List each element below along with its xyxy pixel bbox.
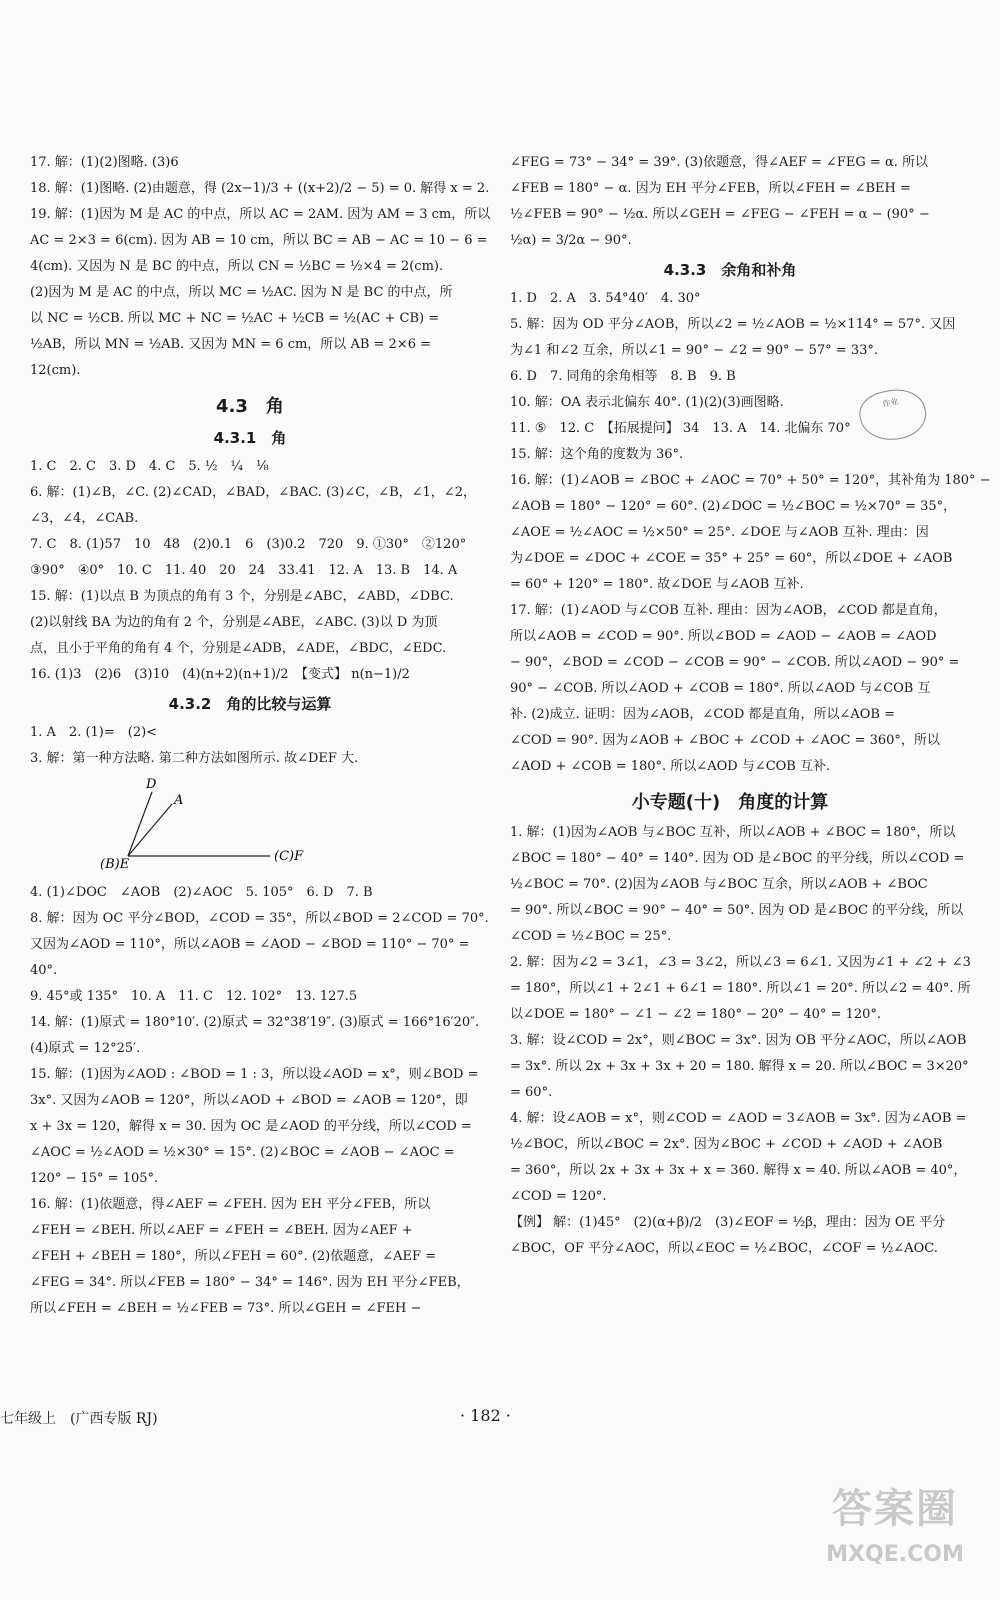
answer-line: 16. 解：(1)依题意，得∠AEF = ∠FEH. 因为 EH 平分∠FEB，所以: [30, 1197, 431, 1212]
answer-line: 为∠1 和∠2 互余，所以∠1 = 90° − ∠2 = 90° − 57° = 33°.: [510, 343, 879, 358]
answer-line: 17. 解：(1)∠AOD 与∠COB 互补. 理由：因为∠AOB，∠COD 都是直角，: [510, 603, 947, 618]
footer-grade-label: 七年级上 (广西专版 RJ): [0, 1411, 158, 1427]
answer-line: ∠COD = 120°.: [510, 1189, 607, 1204]
answer-line: = 90°. 所以∠BOC = 90° − 40° = 50°. 因为 OD 是∠BOC 的平分线，所以: [510, 903, 964, 918]
answer-line: (2)以射线 BA 为边的角有 2 个，分别是∠ABE，∠ABC. (3)以 D 为顶: [30, 615, 438, 630]
answer-line: 4(cm). 又因为 N 是 BC 的中点，所以 CN = ½BC = ½×4 = 2(cm).: [30, 259, 444, 274]
answer-line: ③90° ④0° 10. C 11. 40 20 24 33.41 12. A 13. B 14. A: [30, 563, 458, 578]
answer-line: ∠AOB = 180° − 120° = 60°. (2)∠DOC = ½∠BOC = ½×70° = 35°，: [510, 499, 957, 514]
answer-line: 1. 解：(1)因为∠AOB 与∠BOC 互补，所以∠AOB + ∠BOC = 180°，所以: [510, 825, 956, 840]
answer-line: 为∠DOE = ∠DOC + ∠COE = 35° + 25° = 60°，所以∠DOE + ∠AOB: [510, 551, 953, 566]
answer-line: 补. (2)成立. 证明：因为∠AOB，∠COD 都是直角，所以∠AOB =: [510, 707, 896, 722]
answer-line: ∠3，∠4，∠CAB.: [30, 511, 139, 526]
stamp-text: 作业: [881, 396, 900, 409]
answer-line: ½∠FEB = 90° − ½α. 所以∠GEH = ∠FEG − ∠FEH = α − (90° −: [510, 207, 930, 222]
figure-ray-2: [128, 792, 152, 856]
answer-line: 4. (1)∠DOC ∠AOB (2)∠AOC 5. 105° 6. D 7. B: [30, 885, 373, 900]
answer-line: 1. A 2. (1)= (2)<: [30, 725, 158, 740]
figure-ray-3: [128, 804, 172, 856]
answer-line: 【例】 解：(1)45° (2)(α+β)/2 (3)∠EOF = ½β，理由：因为 OE 平分: [510, 1215, 946, 1230]
answer-line: 40°.: [30, 963, 58, 978]
answer-line: 18. 解：(1)图略. (2)由题意，得 (2x−1)/3 + ((x+2)/2 − 5) = 0. 解得 x = 2.: [30, 181, 490, 196]
answer-line: ∠FEH = ∠BEH. 所以∠AEF = ∠FEH = ∠BEH. 因为∠AEF +: [30, 1223, 413, 1238]
answer-line: 所以∠AOB = ∠COD = 90°. 所以∠BOD = ∠AOD − ∠AOB = ∠AOD: [510, 629, 937, 644]
section-title: 4.3 角: [216, 396, 284, 417]
left-column: [30, 150, 491, 1322]
answer-line: ½∠BOC = 70°. (2)因为∠AOB 与∠BOC 互余，所以∠AOB + ∠BOC: [510, 877, 928, 892]
answer-line: 3. 解：第一种方法略. 第二种方法如图所示. 故∠DEF 大.: [30, 751, 359, 766]
subsection-title: 4.3.1 角: [213, 429, 287, 447]
answer-line: ∠FEH + ∠BEH = 180°，所以∠FEH = 60°. (2)依题意，∠AEF =: [30, 1249, 437, 1264]
answer-line: ½∠BOC，所以∠BOC = 2x°. 因为∠BOC + ∠COD + ∠AOD + ∠AOB: [510, 1137, 943, 1152]
watermark-main: 答案圈: [832, 1486, 958, 1532]
answer-line: = 360°，所以 2x + 3x + 3x + x = 360. 解得 x = 40. 所以∠AOB = 40°，: [510, 1163, 967, 1178]
subsection-title: 4.3.2 角的比较与运算: [168, 695, 332, 713]
answer-line: 2. 解：因为∠2 = 3∠1，∠3 = 3∠2，所以∠3 = 6∠1. 又因为∠1 + ∠2 + ∠3: [510, 955, 971, 970]
section-title: 小专题(十) 角度的计算: [631, 792, 829, 813]
answer-line: = 60°.: [510, 1085, 553, 1100]
right-column: [510, 150, 991, 1262]
answer-line: − 90°，∠BOD = ∠COD − ∠COB = 90° − ∠COB. 所以∠AOD − 90° =: [510, 655, 960, 670]
answer-line: 11. ⑤ 12. C 【拓展提问】 34 13. A 14. 北偏东 70°: [510, 421, 851, 436]
page-number: · 182 ·: [460, 1406, 511, 1425]
answer-line: ∠AOC = ½∠AOD = ½×30° = 15°. (2)∠BOC = ∠AOB − ∠AOC =: [30, 1145, 455, 1160]
answer-line: ∠FEG = 34°. 所以∠FEB = 180° − 34° = 146°. 因为 EH 平分∠FEB，: [30, 1275, 470, 1290]
answer-line: 1. C 2. C 3. D 4. C 5. ½ ¼ ⅛: [30, 459, 269, 474]
answer-line: 19. 解：(1)因为 M 是 AC 的中点，所以 AC = 2AM. 因为 AM = 3 cm，所以: [30, 207, 491, 222]
figure-label-d: D: [146, 777, 157, 792]
answer-line: 1. D 2. A 3. 54°40′ 4. 30°: [510, 291, 701, 306]
answer-line: ∠COD = 90°. 因为∠AOB + ∠BOC + ∠COD + ∠AOC = 360°，所以: [510, 733, 940, 748]
answer-line: 3x°. 又因为∠AOB = 120°，所以∠AOD + ∠BOD = ∠AOB = 120°，即: [30, 1093, 468, 1108]
answer-line: ∠COD = ½∠BOC = 25°.: [510, 929, 672, 944]
answer-line: 12(cm).: [30, 363, 81, 378]
answer-line: = 3x°. 所以 2x + 3x + 3x + 20 = 180. 解得 x = 20. 所以∠BOC = 3×20°: [510, 1059, 969, 1074]
answer-line: 14. 解：(1)原式 = 180°10′. (2)原式 = 32°38′19″. (3)原式 = 166°16′20″.: [30, 1015, 480, 1030]
answer-line: 以∠DOE = 180° − ∠1 − ∠2 = 180° − 20° − 40° = 120°.: [510, 1007, 882, 1022]
answer-line: ∠BOC，OF 平分∠AOC，所以∠EOC = ½∠BOC，∠COF = ½∠AOC.: [510, 1241, 938, 1256]
subsection-title: 4.3.3 余角和补角: [663, 261, 797, 279]
watermark-sub: MXQE.COM: [826, 1542, 964, 1567]
answer-line: 15. 解：(1)以点 B 为顶点的角有 3 个，分别是∠ABC，∠ABD，∠DBC.: [30, 589, 454, 604]
answer-line: 16. (1)3 (2)6 (3)10 (4)(n+2)(n+1)/2 【变式】 n(n−1)/2: [30, 667, 410, 682]
answer-line: ½α) = 3/2α − 90°.: [510, 233, 632, 248]
answer-line: ½AB，所以 MN = ½AB. 又因为 MN = 6 cm，所以 AB = 2×6 =: [30, 337, 432, 352]
answer-line: = 180°，所以∠1 + 2∠1 + 6∠1 = 180°. 所以∠1 = 20°. 所以∠2 = 40°. 所: [510, 981, 971, 996]
answer-line: 以 NC = ½CB. 所以 MC + NC = ½AC + ½CB = ½(AC + CB) =: [30, 311, 440, 326]
answer-line: ∠FEB = 180° − α. 因为 EH 平分∠FEB，所以∠FEH = ∠BEH =: [510, 181, 911, 196]
answer-line: 点，且小于平角的角有 4 个，分别是∠ADB，∠ADE，∠BDC，∠EDC.: [30, 641, 447, 656]
answer-line: 17. 解：(1)(2)图略. (3)6: [30, 155, 179, 170]
answer-line: 6. D 7. 同角的余角相等 8. B 9. B: [510, 369, 736, 384]
answer-line: 90° − ∠COB. 所以∠AOD + ∠COB = 180°. 所以∠AOD 与∠COB 互: [510, 681, 931, 696]
answer-line: x + 3x = 120，解得 x = 30. 因为 OC 是∠AOD 的平分线，所以∠COD =: [30, 1119, 472, 1134]
answer-line: (2)因为 M 是 AC 的中点，所以 MC = ½AC. 因为 N 是 BC 的中点，所: [30, 285, 453, 300]
answer-line: 5. 解：因为 OD 平分∠AOB，所以∠2 = ½∠AOB = ½×114° = 57°. 又因: [510, 317, 956, 332]
answer-line: ∠FEG = 73° − 34° = 39°. (3)依题意，得∠AEF = ∠FEG = α. 所以: [510, 155, 928, 170]
answer-line: 所以∠FEH = ∠BEH = ½∠FEB = 73°. 所以∠GEH = ∠FEH −: [30, 1301, 422, 1316]
answer-line: ∠AOE = ½∠AOC = ½×50° = 25°. ∠DOE 与∠AOB 互补. 理由：因: [510, 525, 929, 540]
answer-line: ∠BOC = 180° − 40° = 140°. 因为 OD 是∠BOC 的平分线，所以∠COD =: [510, 851, 965, 866]
figure-label-a: A: [174, 793, 184, 808]
answer-line: ∠AOD + ∠COB = 180°. 所以∠AOD 与∠COB 互补.: [510, 759, 831, 774]
answer-line: 又因为∠AOD = 110°，所以∠AOB = ∠AOD − ∠BOD = 110° − 70° =: [30, 937, 470, 952]
angle-figure: [90, 774, 304, 872]
answer-line: 16. 解：(1)∠AOB = ∠BOC + ∠AOC = 70° + 50° = 120°，其补角为 180° −: [510, 473, 991, 488]
answer-line: 15. 解：(1)因为∠AOD : ∠BOD = 1 : 3，所以设∠AOD = x°，则∠BOD =: [30, 1067, 479, 1082]
answer-line: 9. 45°或 135° 10. A 11. C 12. 102° 13. 127.5: [30, 989, 358, 1004]
answer-line: 4. 解：设∠AOB = x°，则∠COD = ∠AOD = 3∠AOB = 3x°. 因为∠AOB =: [510, 1111, 967, 1126]
answer-line: 8. 解：因为 OC 平分∠BOD，∠COD = 35°，所以∠BOD = 2∠COD = 70°.: [30, 911, 489, 926]
answer-line: 15. 解：这个角的度数为 36°.: [510, 447, 684, 462]
answer-line: 10. 解：OA 表示北偏东 40°. (1)(2)(3)画图略.: [510, 395, 784, 410]
answer-line: AC = 2×3 = 6(cm). 因为 AB = 10 cm，所以 BC = AB − AC = 10 − 6 =: [30, 233, 488, 248]
figure-label-cf: (C)F: [274, 849, 304, 864]
answer-line: 6. 解：(1)∠B，∠C. (2)∠CAD，∠BAD，∠BAC. (3)∠C，∠B，∠1，∠2，: [30, 485, 476, 500]
answer-line: 3. 解：设∠COD = 2x°，则∠BOC = 3x°. 因为 OB 平分∠AOC，所以∠AOB: [510, 1033, 967, 1048]
answer-line: (4)原式 = 12°25′.: [30, 1041, 141, 1056]
answer-line: 7. C 8. (1)57 10 48 (2)0.1 6 (3)0.2 720 9. ①30° ②120°: [30, 537, 467, 552]
answer-line: 120° − 15° = 105°.: [30, 1171, 159, 1186]
figure-label-be: (B)E: [100, 857, 130, 872]
answer-line: = 60° + 120° = 180°. 故∠DOE 与∠AOB 互补.: [510, 577, 804, 592]
watermark-logo: [810, 1478, 980, 1588]
